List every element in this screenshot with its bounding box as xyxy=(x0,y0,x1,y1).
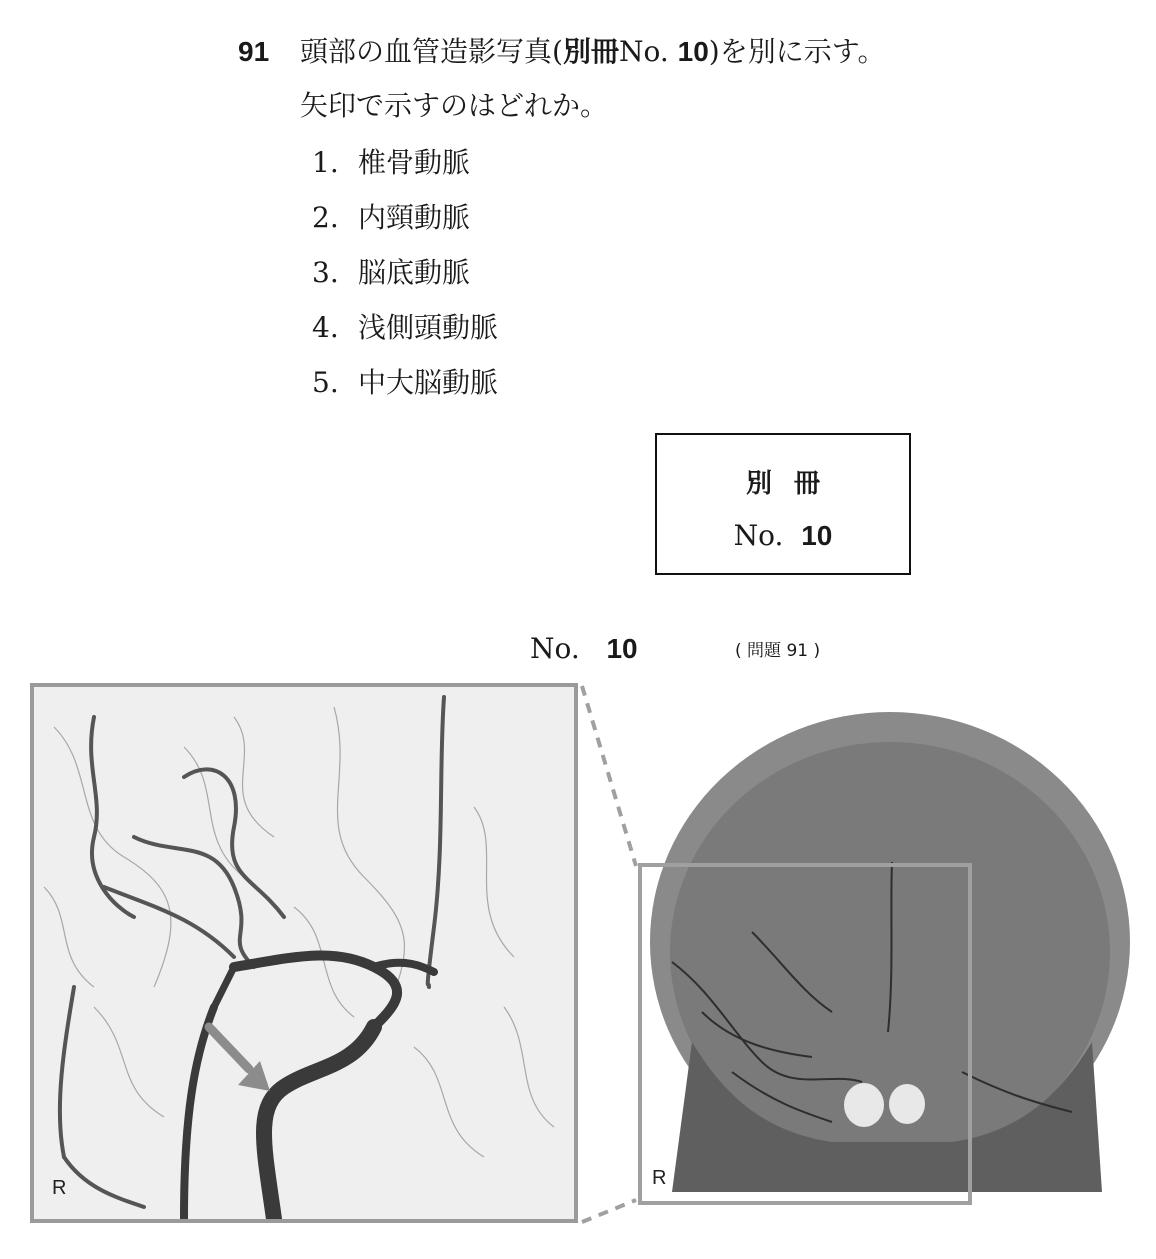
choice-label: 内頸動脈 xyxy=(358,201,471,234)
stem-bold-appendix: 別冊 xyxy=(562,35,619,68)
left-side-marker: R xyxy=(52,1177,67,1199)
choice-number: 5. xyxy=(312,366,339,399)
choice-number: 4. xyxy=(312,311,339,344)
choice-label: 脳底動脈 xyxy=(358,256,471,289)
question-number: 91 xyxy=(238,36,270,67)
choice-number: 2. xyxy=(312,201,339,234)
stem-text-3: )を別に示す。 xyxy=(708,35,886,68)
stem-text-1: 頭部の血管造影写真( xyxy=(300,35,563,68)
appendix-no-prefix: No. xyxy=(733,519,784,552)
choice-label: 中大脳動脈 xyxy=(358,366,499,399)
magnified-angiogram-image xyxy=(34,687,574,1219)
appendix-no-value: 10 xyxy=(801,520,833,551)
figure-no-value: 10 xyxy=(606,633,638,664)
choice-number: 3. xyxy=(312,256,339,289)
figure-no-prefix: No. xyxy=(530,632,580,665)
full-angiogram-image xyxy=(632,712,1132,1212)
choice-label: 浅側頭動脈 xyxy=(358,311,499,344)
appendix-title: 別冊 xyxy=(745,469,842,499)
choice-label: 椎骨動脈 xyxy=(358,146,471,179)
stem-text-2: No. xyxy=(618,35,678,68)
magnified-angiogram xyxy=(30,683,578,1223)
figure-question-ref: ( 問題 91 ) xyxy=(735,641,821,661)
full-angiogram xyxy=(632,712,1132,1212)
right-side-marker: R xyxy=(652,1167,667,1189)
stem-bold-number: 10 xyxy=(677,36,709,67)
question-stem-line2: 矢印で示すのはどれか。 xyxy=(300,89,609,122)
choice-number: 1. xyxy=(312,146,339,179)
